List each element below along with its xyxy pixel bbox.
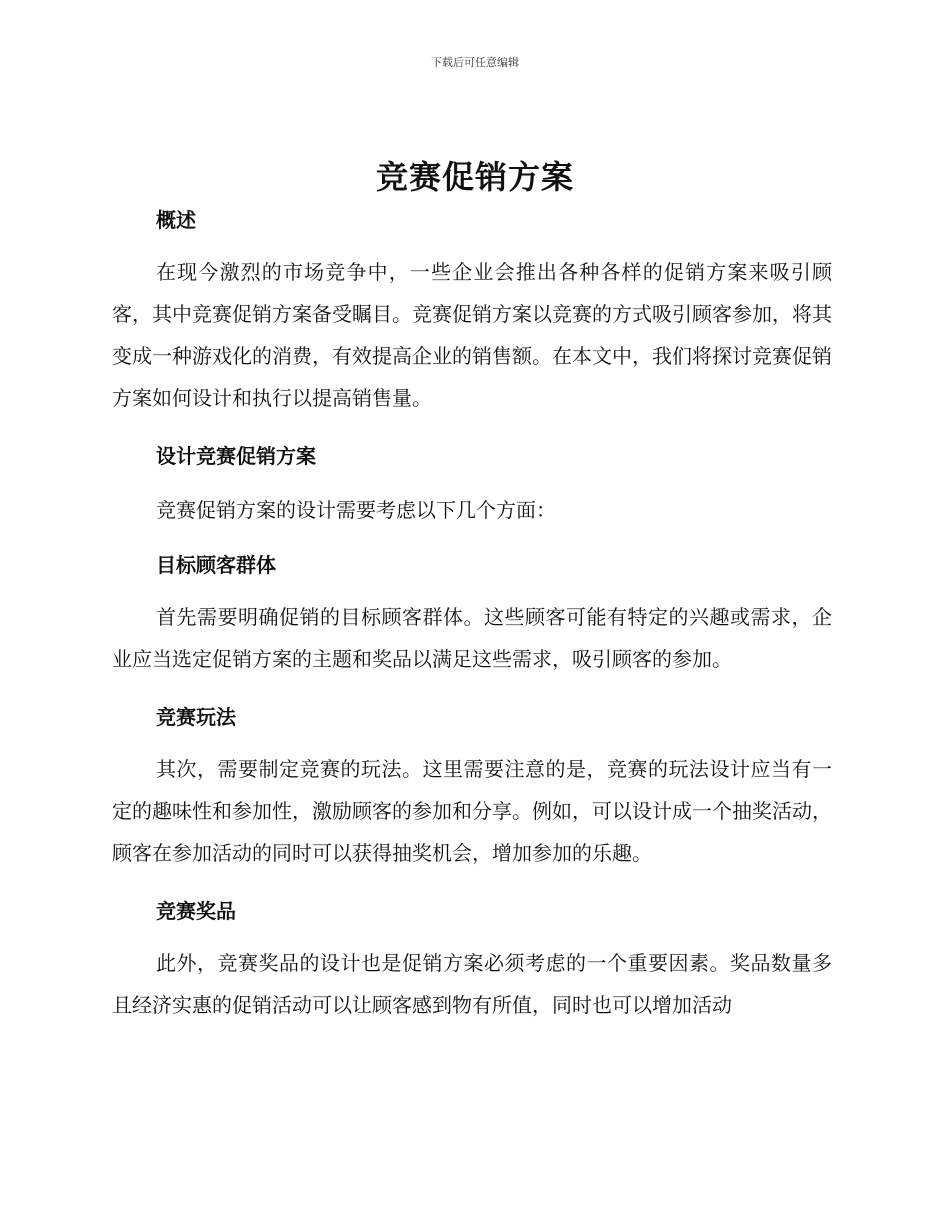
document-body — [112, 204, 832, 1026]
paragraph-gameplay: 其次，需要制定竞赛的玩法。这里需要注意的是，竞赛的玩法设计应当有一定的趣味性和参加性，激励顾客的参加和分享。例如，可以设计成一个抽奖活动，顾客在参加活动的同时可以获得抽奖机会，增加参加的乐趣。 — [112, 757, 832, 865]
document-title: 竞赛促销方案 — [375, 158, 574, 196]
paragraph-prizes: 此外，竞赛奖品的设计也是促销方案必须考虑的一个重要因素。奖品数量多且经济实惠的促销活动可以让顾客感到物有所值，同时也可以增加活动 — [112, 951, 832, 1017]
paragraph-design-intro: 竞赛促销方案的设计需要考虑以下几个方面： — [156, 498, 556, 522]
paragraph-target-customers: 首先需要明确促销的目标顾客群体。这些顾客可能有特定的兴趣或需求，企业应当选定促销方案的主题和奖品以满足这些需求，吸引顾客的参加。 — [112, 605, 832, 671]
page-header: 下载后可任意编辑 — [431, 56, 519, 69]
section-heading-target-customers: 目标顾客群体 — [156, 553, 276, 577]
section-heading-design: 设计竞赛促销方案 — [156, 444, 316, 468]
section-heading-gameplay: 竞赛玩法 — [156, 705, 236, 729]
paragraph-overview: 在现今激烈的市场竞争中，一些企业会推出各种各样的促销方案来吸引顾客，其中竞赛促销方案备受瞩目。竞赛促销方案以竞赛的方式吸引顾客参加，将其变成一种游戏化的消费，有效提高企业的销售额。在本文中，我们将探讨竞赛促销方案如何设计和执行以提高销售量。 — [112, 260, 832, 410]
section-heading-overview: 概述 — [156, 208, 196, 232]
section-heading-prizes: 竞赛奖品 — [156, 899, 236, 923]
